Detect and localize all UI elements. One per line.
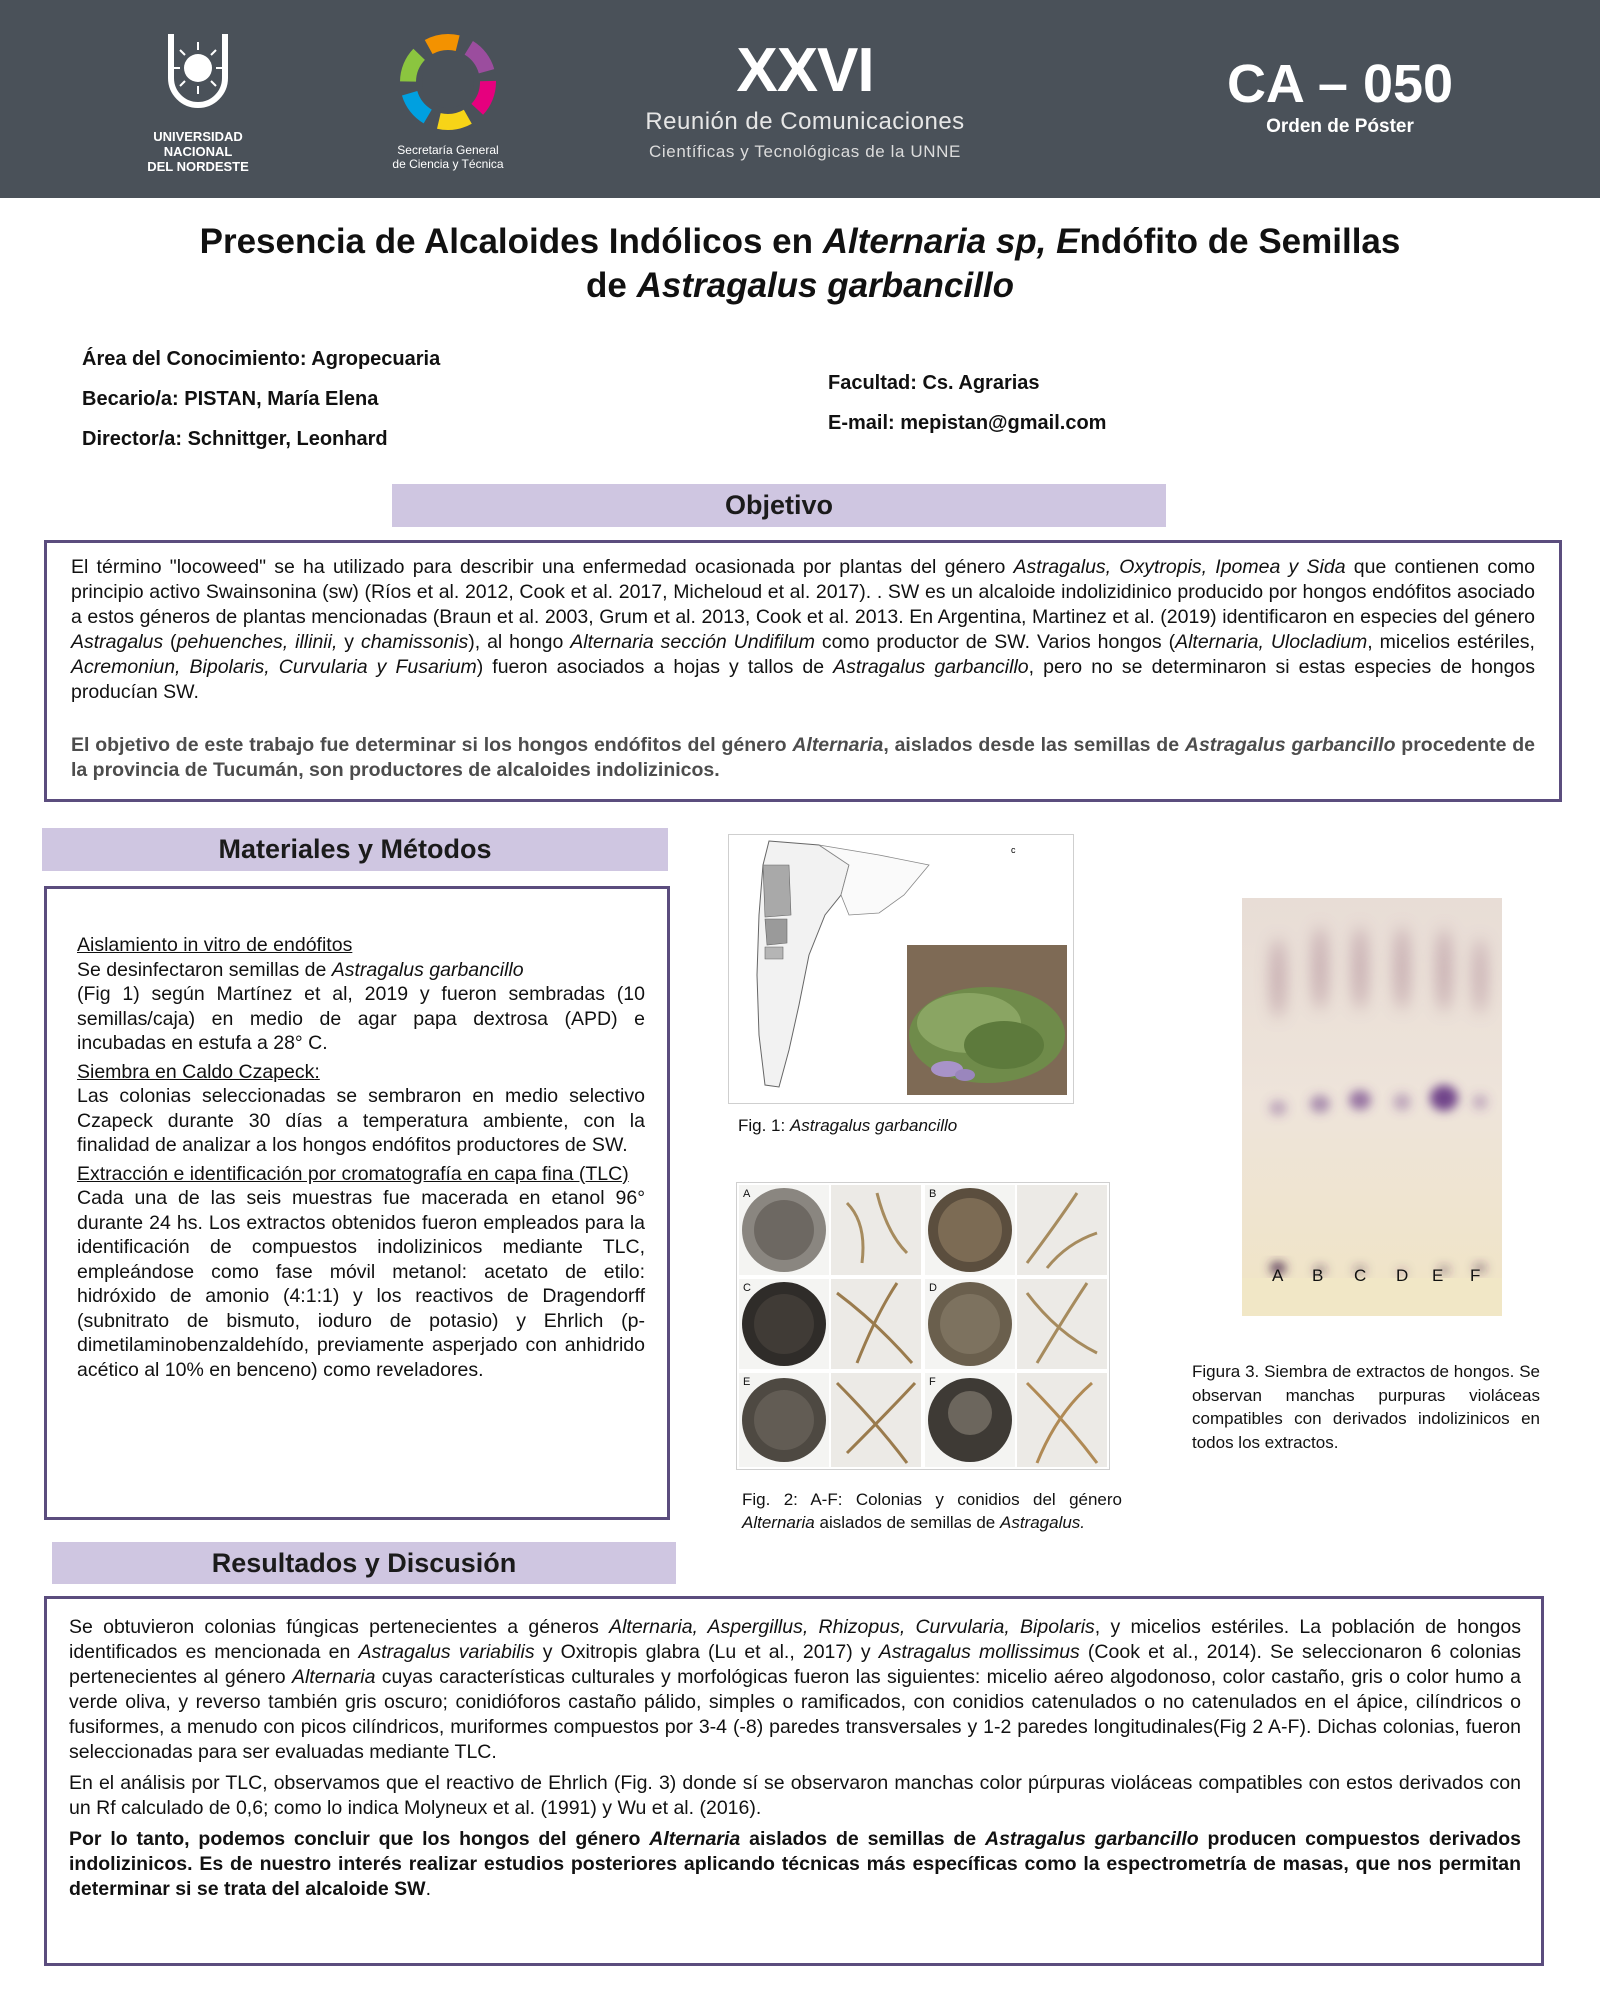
secretaria-name-line: Secretaría General	[397, 143, 499, 157]
facultad: Facultad: Cs. Agrarias	[828, 372, 1040, 394]
map-and-plant-image	[729, 835, 1073, 1103]
figure-1-image	[728, 834, 1074, 1104]
becario: Becario/a: PISTAN, María Elena	[82, 388, 379, 410]
event-title	[600, 36, 1010, 162]
colonies-grid-image	[737, 1183, 1109, 1469]
poster-code: CA – 050	[1226, 54, 1454, 114]
panel-letter: F	[929, 1376, 936, 1388]
subheading-siembra: Siembra en Caldo Czapeck:	[77, 1060, 320, 1083]
title-text: de	[586, 266, 637, 305]
secretaria-name-line: de Ciencia y Técnica	[392, 157, 504, 171]
ring-logo-icon	[396, 30, 500, 134]
knowledge-area: Área del Conocimiento: Agropecuaria	[82, 348, 441, 370]
figure-3-caption: Figura 3. Siembra de extractos de hongos. Se observan manchas purpuras violáceas compatibles con derivados indolizinicos en todos los extractos.	[1192, 1362, 1540, 1452]
tlc-lane-label: F	[1470, 1266, 1481, 1285]
event-line-2: Científicas y Tecnológicas de la UNNE	[649, 142, 961, 161]
figure-3-tlc-plate	[1242, 898, 1502, 1316]
panel-letter-c: c	[1011, 845, 1016, 855]
title-italic: Astragalus garbancillo	[636, 266, 1014, 305]
objetivo-paragraph: El término "locoweed" se ha utilizado para describir una enfermedad ocasionada por plantas del género Astragalus, Oxytropis, Ipomea y Sida que contienen como principio activo Swainsonina (sw) (Ríos et al. 2012, Cook et al. 2017, Micheloud et al. 2017). . SW es un alcaloide indolizidinico producido por hongos endófitos asociado a estos géneros de plantas mencionadas (Braun et al. 2003, Grum et al. 2013, Cook et al. 2013. En Argentina, Martinez et al. (2019) identificaron en especies del género Astragalus (pehuenches, illinii, y chamissonis), al hongo Alternaria sección Undifilum como productor de SW. Varios hongos (Alternaria, Ulocladium, micelios estériles, Acremoniun, Bipolaris, Curvularia y Fusarium) fueron asociados a hojas y tallos de Astragalus garbancillo, pero no se determinaron si estas especies de hongos producían SW.	[71, 556, 1536, 703]
poster-title	[40, 220, 1560, 308]
subheading-aislamiento: Aislamiento in vitro de endófitos	[77, 934, 353, 956]
tlc-lane-label: A	[1272, 1266, 1284, 1285]
objetivo-box	[44, 540, 1562, 802]
tlc-lane-label: E	[1432, 1266, 1444, 1285]
figure-2-caption: Fig. 2: A-F: Colonias y conidios del género Alternaria aislados de semillas de Astragalus.	[742, 1490, 1122, 1532]
event-number: XXVI	[736, 36, 874, 105]
title-italic: Alternaria sp, E	[822, 222, 1080, 261]
resultados-box	[44, 1596, 1544, 1966]
university-name-line: UNIVERSIDAD	[153, 129, 243, 144]
panel-letter: B	[929, 1188, 937, 1200]
resultados-paragraph: Se obtuvieron colonias fúngicas pertenecientes a géneros Alternaria, Aspergillus, Rhizopus, Curvularia, Bipolaris, y micelios estériles. La población de hongos identificados es mencionada en Astragalus variabilis y Oxitropis glabra (Lu et al., 2017) y Astragalus mollissimus (Cook et al., 2014). Se seleccionaron 6 colonias pertenecientes al género Alternaria cuyas características culturales y morfológicas fueron las siguientes: micelio aéreo algodonoso, color castaño, gris o color humo a verde oliva, y reverso también gris oscuro; conidióforos castaño pálido, simples o ramificados, con conidios catenulados o no catenulados en el ápice, cilíndricos o fusiformes, a menudo con picos cilíndricos, muriformes compuestos por 3-4 (-8) paredes transversales y 1-2 paredes longitudinales(Fig 2 A-F). Dichas colonias, fueron seleccionadas para ser evaluadas mediante TLC.	[69, 1616, 1522, 1763]
resultados-conclusion: Por lo tanto, podemos concluir que los hongos del género Alternaria aislados de semillas de Astragalus garbancillo producen compuestos derivados indolizinicos. Es de nuestro interés realizar estudios posteriores aplicando técnicas más específicas como la espectrometría de masas, que nos permitan determinar si se trata del alcaloide SW.	[69, 1828, 1521, 1900]
section-heading-resultados: Resultados y Discusión	[52, 1542, 676, 1584]
figure-1-caption: Fig. 1: Astragalus garbancillo	[738, 1116, 958, 1135]
section-heading-materiales: Materiales y Métodos	[42, 828, 668, 871]
tlc-plate-image	[1242, 898, 1502, 1316]
email: E-mail: mepistan@gmail.com	[828, 412, 1107, 434]
poster-code-block	[1200, 56, 1480, 138]
university-name-line: NACIONAL	[163, 144, 233, 159]
materiales-text: (Fig 1) según Martínez et al, 2019 y fueron sembradas (10 semillas/caja) en medio de agar papa dextrosa (APD) e incubadas en estufa a 28° C.	[77, 983, 645, 1054]
panel-letter: A	[743, 1188, 751, 1200]
panel-letter: C	[743, 1282, 751, 1294]
figure-2-image	[736, 1182, 1110, 1470]
materiales-box	[44, 886, 670, 1520]
resultados-paragraph: En el análisis por TLC, observamos que el reactivo de Ehrlich (Fig. 3) donde sí se observaron manchas color púrpuras violáceas compatibles con estos derivados con un Rf calculado de 0,6; como lo indica Molyneux et al. (1991) y Wu et al. (2016).	[69, 1772, 1521, 1819]
materiales-text: Se desinfectaron semillas de Astragalus garbancillo	[77, 958, 524, 981]
unne-emblem-icon	[153, 28, 243, 118]
tlc-lane-label: B	[1312, 1266, 1324, 1285]
panel-letter: E	[743, 1376, 751, 1388]
materiales-text: Las colonias seleccionadas se sembraron en medio selectivo Czapeck durante 30 días a temperatura ambiente, con la finalidad de analizar a los hongos endófitos productores de SW.	[77, 1085, 645, 1156]
tlc-lane-label: D	[1396, 1266, 1409, 1285]
event-line-1: Reunión de Comunicaciones	[645, 108, 965, 135]
director: Director/a: Schnittger, Leonhard	[82, 428, 388, 450]
subheading-extraccion: Extracción e identificación por cromatografía en capa fina (TLC)	[77, 1162, 629, 1185]
title-text: Presencia de Alcaloides Indólicos en	[199, 222, 823, 261]
objetivo-goal: El objetivo de este trabajo fue determinar si los hongos endófitos del género Alternaria, aislados desde las semillas de Astragalus garbancillo procedente de la provincia de Tucumán, son productores de alcaloides indolizinicos.	[71, 734, 1535, 781]
section-heading-objetivo: Objetivo	[392, 484, 1166, 527]
university-name-line: DEL NORDESTE	[147, 159, 249, 174]
title-text: ndófito de Semillas	[1079, 222, 1401, 261]
secretaria-logo	[368, 30, 528, 180]
poster-order-label: Orden de Póster	[1266, 116, 1414, 137]
tlc-lane-label: C	[1354, 1266, 1367, 1285]
unne-logo	[98, 28, 298, 188]
materiales-text: Cada una de las seis muestras fue macerada en etanol 96° durante 24 hs. Los extractos obtenidos fueron empleados para la identificación de compuestos indolizinicos mediante TLC, empleándose como fase móvil metanol: acetato de etilo: hidróxido de amonio (4:1:1) y los reactivos de Dragendorff (subnitrato de bismuto, ioduro de potasio) y Ehrlich (p-dimetilaminobenzaldehído, previamente asperjado con anhidrido acético al 10% en benceno) como reveladores.	[77, 1187, 645, 1381]
panel-letter: D	[929, 1282, 937, 1294]
